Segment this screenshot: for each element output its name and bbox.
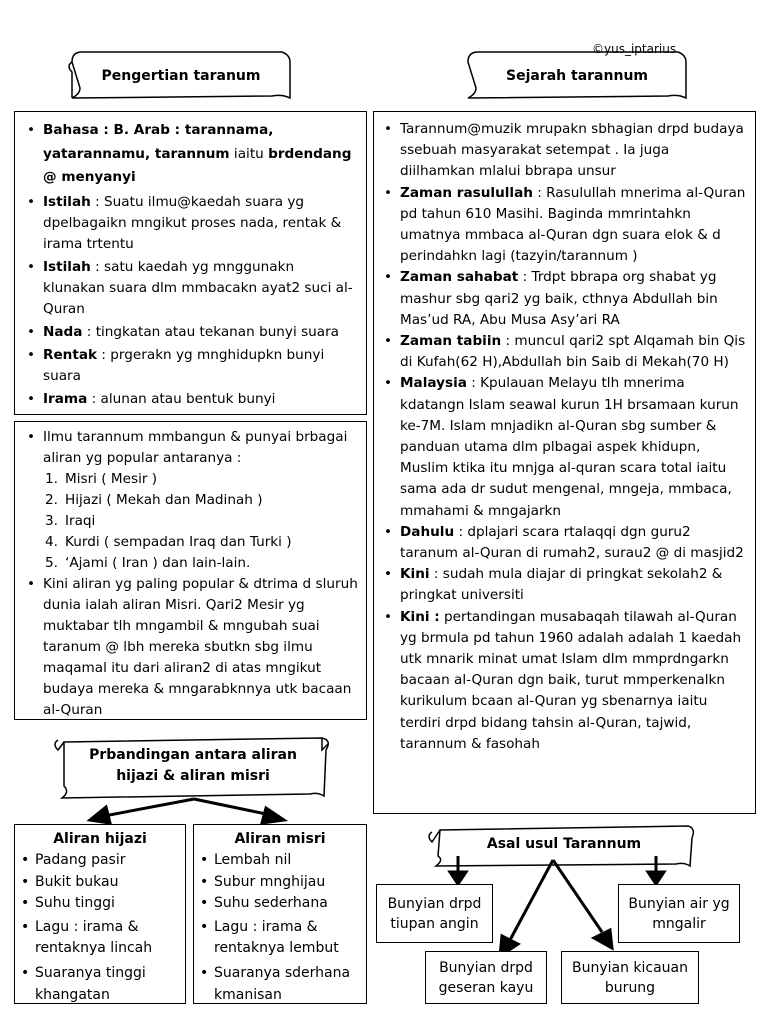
origin-title: Asal usul Tarannum bbox=[486, 836, 642, 852]
hijazi-card bbox=[14, 824, 186, 1004]
schools-box bbox=[14, 421, 367, 720]
list-number: 3. bbox=[45, 513, 58, 529]
origin-bird-text: Bunyian kicauan burung bbox=[571, 959, 689, 996]
origin-wood-box bbox=[425, 951, 547, 1004]
history-text: : muncul qari2 spt Alqamah bin Qis di Kufah(62 H),Abdullah bin Saib di Mekah(70 H) bbox=[400, 333, 746, 371]
definition-mid: iaitu bbox=[229, 145, 269, 162]
definition-item bbox=[25, 119, 358, 190]
history-text: : sudah mula diajar di pringkat sekolah2 & pringkat universiti bbox=[400, 566, 723, 604]
definition-item bbox=[25, 345, 358, 387]
definition-key: Irama bbox=[43, 390, 88, 407]
schools-popular: • Kini aliran yg paling popular & dtrima d sluruh dunia ialah aliran Misri. Qari2 Mesir yg muktabar tlh mngambil & mngubah suai taranum @ lbh mereka sbutkn sbg ilmu maqamal itu dari aliran2 di atas mngikut budaya mereka & mngarabknnya utk bacaan al-Quran bbox=[25, 574, 358, 721]
history-text: : Trdpt bbrapa org shabat yg mashur sbg qari2 yg baik, cthnya Abdullah bin Mas’ud RA, Abu Musa Asy’ari RA bbox=[400, 269, 718, 328]
history-key: Zaman tabiin bbox=[400, 333, 502, 350]
schools-list-item bbox=[43, 469, 358, 490]
definition-item bbox=[25, 257, 358, 320]
definition-key2: brdendang @ menyanyi bbox=[43, 145, 352, 185]
origin-water-box bbox=[618, 884, 740, 943]
list-text: Hijazi ( Mekah dan Madinah ) bbox=[65, 492, 263, 508]
history-item bbox=[382, 267, 747, 331]
history-item bbox=[382, 331, 747, 373]
definition-key: Istilah bbox=[43, 258, 91, 275]
definition-text: : satu kaedah yg mnggunakn klunakan suara dlm mmbacakn ayat2 suci al-Quran bbox=[43, 258, 353, 317]
schools-list-item bbox=[43, 511, 358, 532]
origin-wind-text: Bunyian drpd tiupan angin bbox=[387, 895, 482, 932]
definition-item bbox=[25, 192, 358, 255]
history-text: : Kpulauan Melayu tlh mnerima kdatangn Islam seawal kurun 1H brsamaan kurun ke-7M. Islam mnjadikn al-Quran sbg sumber & panduan utama dlm plbagai aspek khidupn, Muslim ktika itu mnjga al-quran scara total iaitu sama ada dr sudut mengenal, mngeja, mmbaca, mmahami & mngajarkn bbox=[400, 375, 739, 519]
comparison-title-line2: hijazi & aliran misri bbox=[116, 768, 270, 784]
misri-item: • Lagu : irama & rentaknya lembut bbox=[198, 917, 362, 960]
schools-intro: • Ilmu tarannum mmbangun & punyai brbagai aliran yg popular antaranya : bbox=[25, 427, 358, 469]
list-number: 1. bbox=[45, 471, 58, 487]
list-number: 4. bbox=[45, 534, 58, 550]
list-text: Iraqi bbox=[65, 513, 96, 529]
hijazi-item: • Padang pasir bbox=[19, 850, 181, 871]
list-text: Misri ( Mesir ) bbox=[65, 471, 158, 487]
comparison-title bbox=[62, 742, 324, 796]
definition-key: Rentak bbox=[43, 346, 98, 363]
misri-item: • Subur mnghijau bbox=[198, 872, 362, 893]
misri-title: Aliran misri bbox=[234, 831, 326, 847]
definition-text: : alunan atau bentuk bunyi bbox=[87, 390, 276, 407]
history-key: Malaysia bbox=[400, 375, 467, 392]
history-key: Zaman rasulullah bbox=[400, 184, 533, 201]
list-text: Kurdi ( sempadan Iraq dan Turki ) bbox=[65, 534, 292, 550]
definition-item bbox=[25, 322, 358, 343]
schools-list-item bbox=[43, 532, 358, 553]
comparison-title-line1: Prbandingan antara aliran bbox=[89, 747, 297, 763]
hijazi-item: • Suhu tinggi bbox=[19, 893, 181, 914]
schools-list-item bbox=[43, 490, 358, 511]
history-item bbox=[382, 607, 747, 755]
origin-wood-text: Bunyian drpd geseran kayu bbox=[438, 959, 534, 996]
history-text: : Rasulullah mnerima al-Quran pd tahun 610 Masihi. Baginda mmrintahkn umatnya mmbaca al-Quran dgn suara elok & d perindahkn lagi (tazyin/tarannum ) bbox=[400, 184, 746, 265]
definition-key: Bahasa : B. Arab : tarannama, yatarannamu, tarannum bbox=[43, 122, 274, 162]
definition-text: : tingkatan atau tekanan bunyi suara bbox=[82, 323, 340, 340]
hijazi-item: • Bukit bukau bbox=[19, 872, 181, 893]
history-text: pertandingan musabaqah tilawah al-Quran yg brmula pd tahun 1960 adalah adalah 1 kaedah utk mnarik minat umat Islam dlm mmprdngarkn bacaan al-Quran dgn baik, turut mmperkenalkn kurikulum bcaan al-Quran yg sbenarnya iaitu terdiri drpd bidang tahsin al-Quran, tajwid, tarannum & fasohah bbox=[400, 608, 742, 752]
right-header-title: Sejarah tarannum bbox=[506, 68, 648, 84]
definition-key: Istilah bbox=[43, 193, 91, 210]
schools-list-item bbox=[43, 553, 358, 574]
history-key: Zaman sahabat bbox=[400, 269, 519, 286]
schools-list bbox=[25, 469, 358, 574]
hijazi-item: • Suaranya tinggi khangatan bbox=[19, 963, 181, 1006]
misri-item: • Suhu sederhana bbox=[198, 893, 362, 914]
origin-bird-box bbox=[561, 951, 699, 1004]
misri-item: • Lembah nil bbox=[198, 850, 362, 871]
definition-text: : Suatu ilmu@kaedah suara yg dpelbagaikn mngikut proses nada, rentak & irama trtentu bbox=[43, 193, 342, 252]
history-item bbox=[382, 522, 747, 564]
left-header-title: Pengertian taranum bbox=[101, 68, 261, 84]
history-key: Dahulu bbox=[400, 523, 455, 540]
history-item bbox=[382, 373, 747, 521]
list-number: 2. bbox=[45, 492, 58, 508]
definition-item bbox=[25, 389, 358, 410]
history-item bbox=[382, 183, 747, 268]
history-text: Tarannum@muzik mrupakn sbhagian drpd budaya ssebuah masyarakat setempat . Ia juga diilhamkan mlalui bbrapa unsur bbox=[400, 121, 744, 180]
credit-text: ©yus_iptarius bbox=[592, 42, 677, 56]
origin-water-text: Bunyian air yg mngalir bbox=[628, 895, 730, 932]
list-number: 5. bbox=[45, 555, 58, 571]
history-item bbox=[382, 119, 747, 183]
definition-text: : prgerakn yg mnghidupkn bunyi suara bbox=[43, 346, 325, 384]
list-text: ‘Ajami ( Iran ) dan lain-lain. bbox=[65, 555, 251, 571]
hijazi-title: Aliran hijazi bbox=[53, 831, 147, 847]
history-item bbox=[382, 564, 747, 606]
history-text: : dplajari scara rtalaqqi dgn guru2 taranum al-Quran di rumah2, surau2 @ di masjid2 bbox=[400, 523, 744, 562]
hijazi-item: • Lagu : irama & rentaknya lincah bbox=[19, 917, 181, 960]
history-key: Kini bbox=[400, 566, 430, 583]
history-key: Kini : bbox=[400, 608, 440, 625]
comparison-arrows bbox=[90, 799, 284, 823]
definitions-box bbox=[14, 111, 367, 415]
misri-item: • Suaranya sderhana kmanisan bbox=[198, 963, 362, 1006]
left-header bbox=[72, 52, 290, 98]
misri-card bbox=[193, 824, 367, 1004]
history-box bbox=[373, 111, 756, 814]
right-header bbox=[468, 52, 686, 98]
origin-wind-box bbox=[376, 884, 493, 943]
definition-key: Nada bbox=[43, 323, 83, 340]
